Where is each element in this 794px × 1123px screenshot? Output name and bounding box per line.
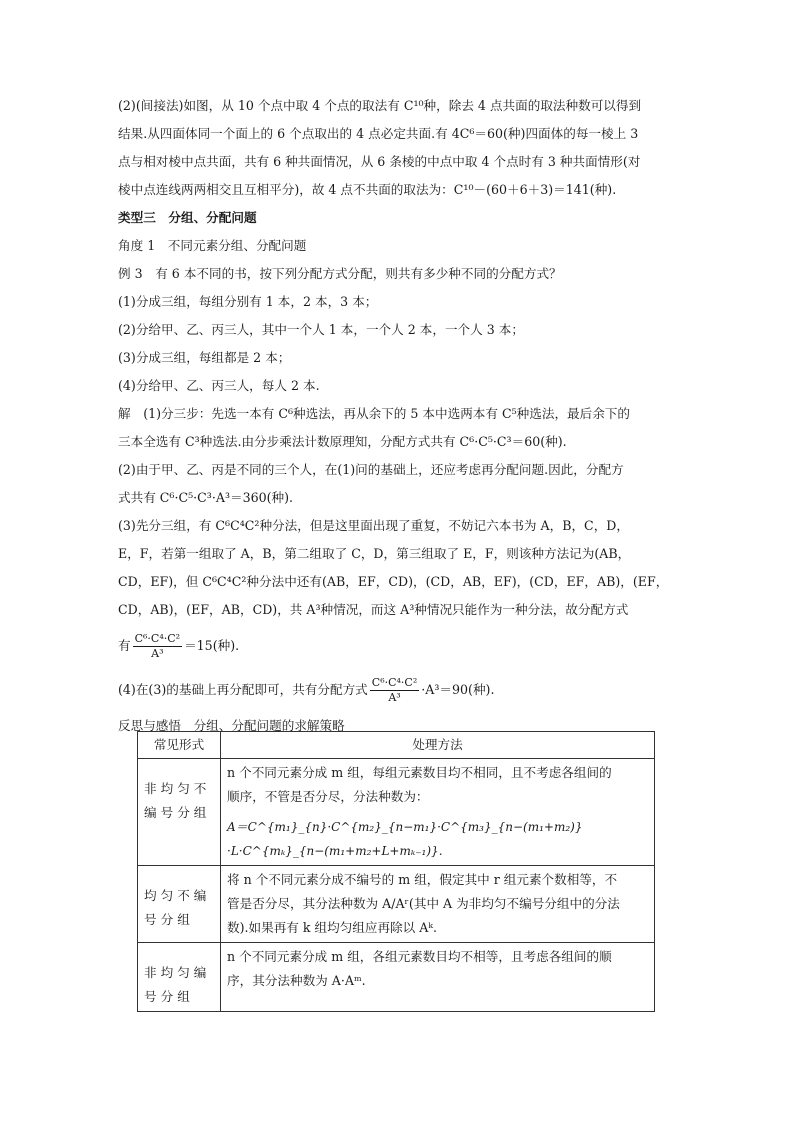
solution-4-suffix: ·A³＝90(种). [421, 682, 495, 697]
row1-desc-line2: 顺序，不管是否分尽，分法种数为： [227, 789, 429, 804]
row3-desc [221, 943, 655, 1012]
table-row [138, 943, 655, 1012]
row2-desc-line2: 管是否分尽，其分法种数为 A/Aʳ(其中 A 为非均匀不编号分组中的分法 [227, 896, 620, 911]
solution-4 [118, 668, 684, 712]
para1-line3: 点与相对棱中点共面，共有 6 种共面情况，从 6 条棱的中点中取 4 个点时有 3 种共面情形(对 [118, 154, 641, 169]
section-title: 类型三 分组、分配问题 [118, 210, 257, 225]
row2-desc-line1: 将 n 个不同元素分成不编号的 m 组，假定其中 r 组元素个数相等，不 [227, 872, 618, 887]
table-header-row [138, 732, 655, 759]
solution-3e-suffix: ＝15(种). [184, 638, 240, 653]
table-header-form: 常见形式 [138, 732, 221, 759]
para1-line4: 棱中点连线两两相交且互相平分)，故 4 点不共面的取法为：C¹⁰－(60＋6＋3)＝141(种). [118, 182, 617, 197]
reflection-title: 反思与感悟 分组、分配问题的求解策略 [118, 718, 345, 733]
row2-desc-line3: 数).如果再有 k 组均匀组应再除以 Aᵏ. [227, 920, 437, 935]
solution-2a: (2)由于甲、乙、丙是不同的三个人，在(1)问的基础上，还应考虑再分配问题.因此，分配方 [118, 462, 624, 477]
row3-type: 非均匀编号分组 [138, 943, 221, 1012]
strategy-table [137, 731, 655, 1012]
fraction-3e-denominator: A³ [151, 647, 164, 660]
fraction-3e-numerator: C⁶·C⁴·C² [134, 632, 181, 645]
solution-3e [118, 624, 684, 668]
row1-type: 非均匀不编号分组 [138, 759, 221, 866]
example-stem: 例 3 有 6 本不同的书，按下列分配方式分配，则共有多少种不同的分配方式？ [118, 266, 562, 281]
para1-line2: 结果.从四面体同一个面上的 6 个点取出的 4 点必定共面.有 4C⁶＝60(种)四面体的每一棱上 3 [118, 126, 639, 141]
row2-type: 均匀不编号分组 [138, 866, 221, 943]
example-q3: (3)分成三组，每组都是 2 本； [118, 350, 291, 365]
solution-1a: 解 (1)分三步：先选一本有 C⁶种选法，再从余下的 5 本中选两本有 C⁵种选法，最后余下的 [118, 406, 631, 421]
table-row [138, 759, 655, 866]
fraction-4 [370, 676, 419, 705]
row3-desc-line1: n 个不同元素分成 m 组，各组元素数目均不相等，且考虑各组间的顺 [227, 949, 612, 964]
document-body [118, 92, 684, 740]
table-row [138, 866, 655, 943]
solution-2b: 式共有 C⁶·C⁵·C³·A³＝360(种). [118, 490, 294, 505]
fraction-4-denominator: A³ [388, 691, 401, 704]
row1-formula: A＝C^{m₁}_{n}·C^{m₂}_{n−m₁}·C^{m₃}_{n−(m₁+m₂)}·L·C^{mₖ}_{n−(m₁+m₂+L+mₖ₋₁)}. [227, 820, 583, 858]
example-q2: (2)分给甲、乙、丙三人，其中一个人 1 本，一个人 2 本，一个人 3 本； [118, 322, 524, 337]
example-q4: (4)分给甲、乙、丙三人，每人 2 本. [118, 378, 320, 393]
solution-3e-prefix: 有 [118, 638, 131, 653]
para1-line1: (2)(间接法)如图，从 10 个点中取 4 个点的取法有 C¹⁰种，除去 4 点共面的取法种数可以得到 [118, 98, 642, 113]
table-header-method: 处理方法 [221, 732, 655, 759]
row1-desc [221, 759, 655, 866]
solution-3a: (3)先分三组，有 C⁶C⁴C²种分法，但是这里面出现了重复，不妨记六本书为 A，B，C，D， [118, 518, 629, 533]
fraction-4-numerator: C⁶·C⁴·C² [371, 676, 418, 689]
angle-title: 角度 1 不同元素分组、分配问题 [118, 238, 307, 253]
solution-3b: E，F，若第一组取了 A，B，第二组取了 C，D，第三组取了 E，F，则该种方法记为(AB， [118, 546, 631, 561]
solution-3d: CD，AB)，(EF，AB，CD)，共 A³种情况，而这 A³种情况只能作为一种分法，故分配方式 [118, 602, 629, 617]
row3-desc-line2: 序，其分法种数为 A·Aᵐ. [227, 973, 366, 988]
solution-4-prefix: (4)在(3)的基础上再分配即可，共有分配方式 [118, 682, 368, 697]
fraction-3e [133, 632, 182, 661]
row1-desc-line1: n 个不同元素分成 m 组，每组元素数目均不相同，且不考虑各组间的 [227, 765, 612, 780]
solution-3c: CD，EF)，但 C⁶C⁴C²种分法中还有(AB，EF，CD)，(CD，AB，EF)，(CD，EF，AB)，(EF， [118, 574, 669, 589]
row2-desc [221, 866, 655, 943]
example-q1: (1)分成三组，每组分别有 1 本，2 本，3 本； [118, 294, 378, 309]
solution-1b: 三本全选有 C³种选法.由分步乘法计数原理知，分配方式共有 C⁶·C⁵·C³＝60(种). [118, 434, 567, 449]
